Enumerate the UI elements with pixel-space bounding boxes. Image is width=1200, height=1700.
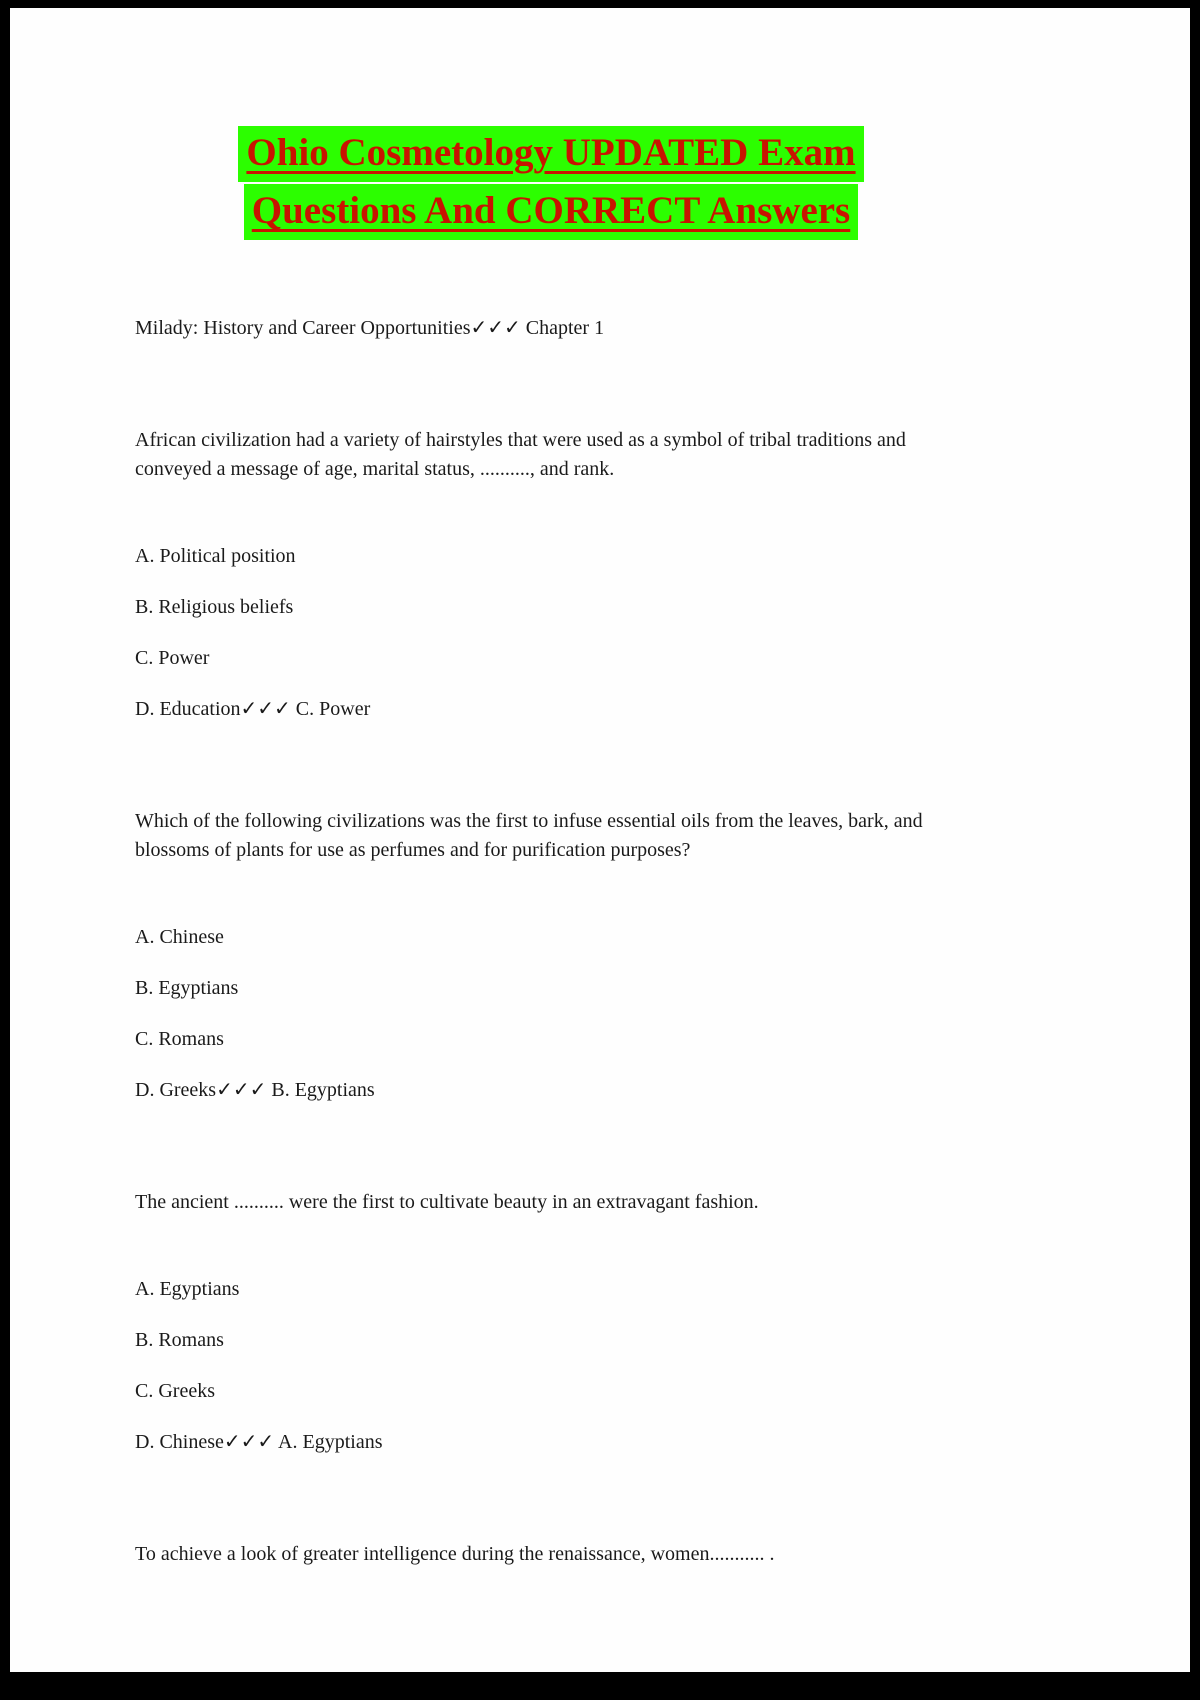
answer-option: C. Power <box>135 647 210 669</box>
question-text: African civilization had a variety of hairstyles that were used as a symbol of tribal traditions and conveyed a message of age, marital status, .........., and rank. <box>135 429 906 480</box>
answer-option: D. Education✓✓✓ C. Power <box>135 698 371 720</box>
questions-container <box>135 426 967 1569</box>
document-title <box>135 126 967 242</box>
question-block <box>135 426 967 723</box>
answer-option: B. Romans <box>135 1329 224 1351</box>
answer-option: C. Greeks <box>135 1380 215 1402</box>
answer-option: D. Chinese✓✓✓ A. Egyptians <box>135 1431 383 1453</box>
question-block <box>135 1540 967 1569</box>
question-block <box>135 807 967 1104</box>
answer-option: A. Chinese <box>135 926 224 948</box>
question-text: Which of the following civilizations was the first to infuse essential oils from the leaves, bark, and blossoms of plants for use as perfumes and for purification purposes? <box>135 810 923 861</box>
answer-option: D. Greeks✓✓✓ B. Egyptians <box>135 1079 375 1101</box>
answer-option: A. Political position <box>135 545 296 567</box>
document-title-line-2: Questions And CORRECT Answers <box>244 184 859 240</box>
document-title-line-1: Ohio Cosmetology UPDATED Exam <box>238 126 863 182</box>
answer-option: B. Religious beliefs <box>135 596 294 618</box>
answer-option: B. Egyptians <box>135 977 239 999</box>
chapter-heading: Milady: History and Career Opportunities✓✓✓ Chapter 1 <box>135 317 605 339</box>
document-page <box>10 8 1190 1672</box>
question-block <box>135 1188 967 1456</box>
question-text: The ancient .......... were the first to cultivate beauty in an extravagant fashion. <box>135 1191 759 1213</box>
answer-option: C. Romans <box>135 1028 224 1050</box>
question-text: To achieve a look of greater intelligence during the renaissance, women........... . <box>135 1543 775 1565</box>
document-content <box>135 8 967 1569</box>
answer-option: A. Egyptians <box>135 1278 240 1300</box>
